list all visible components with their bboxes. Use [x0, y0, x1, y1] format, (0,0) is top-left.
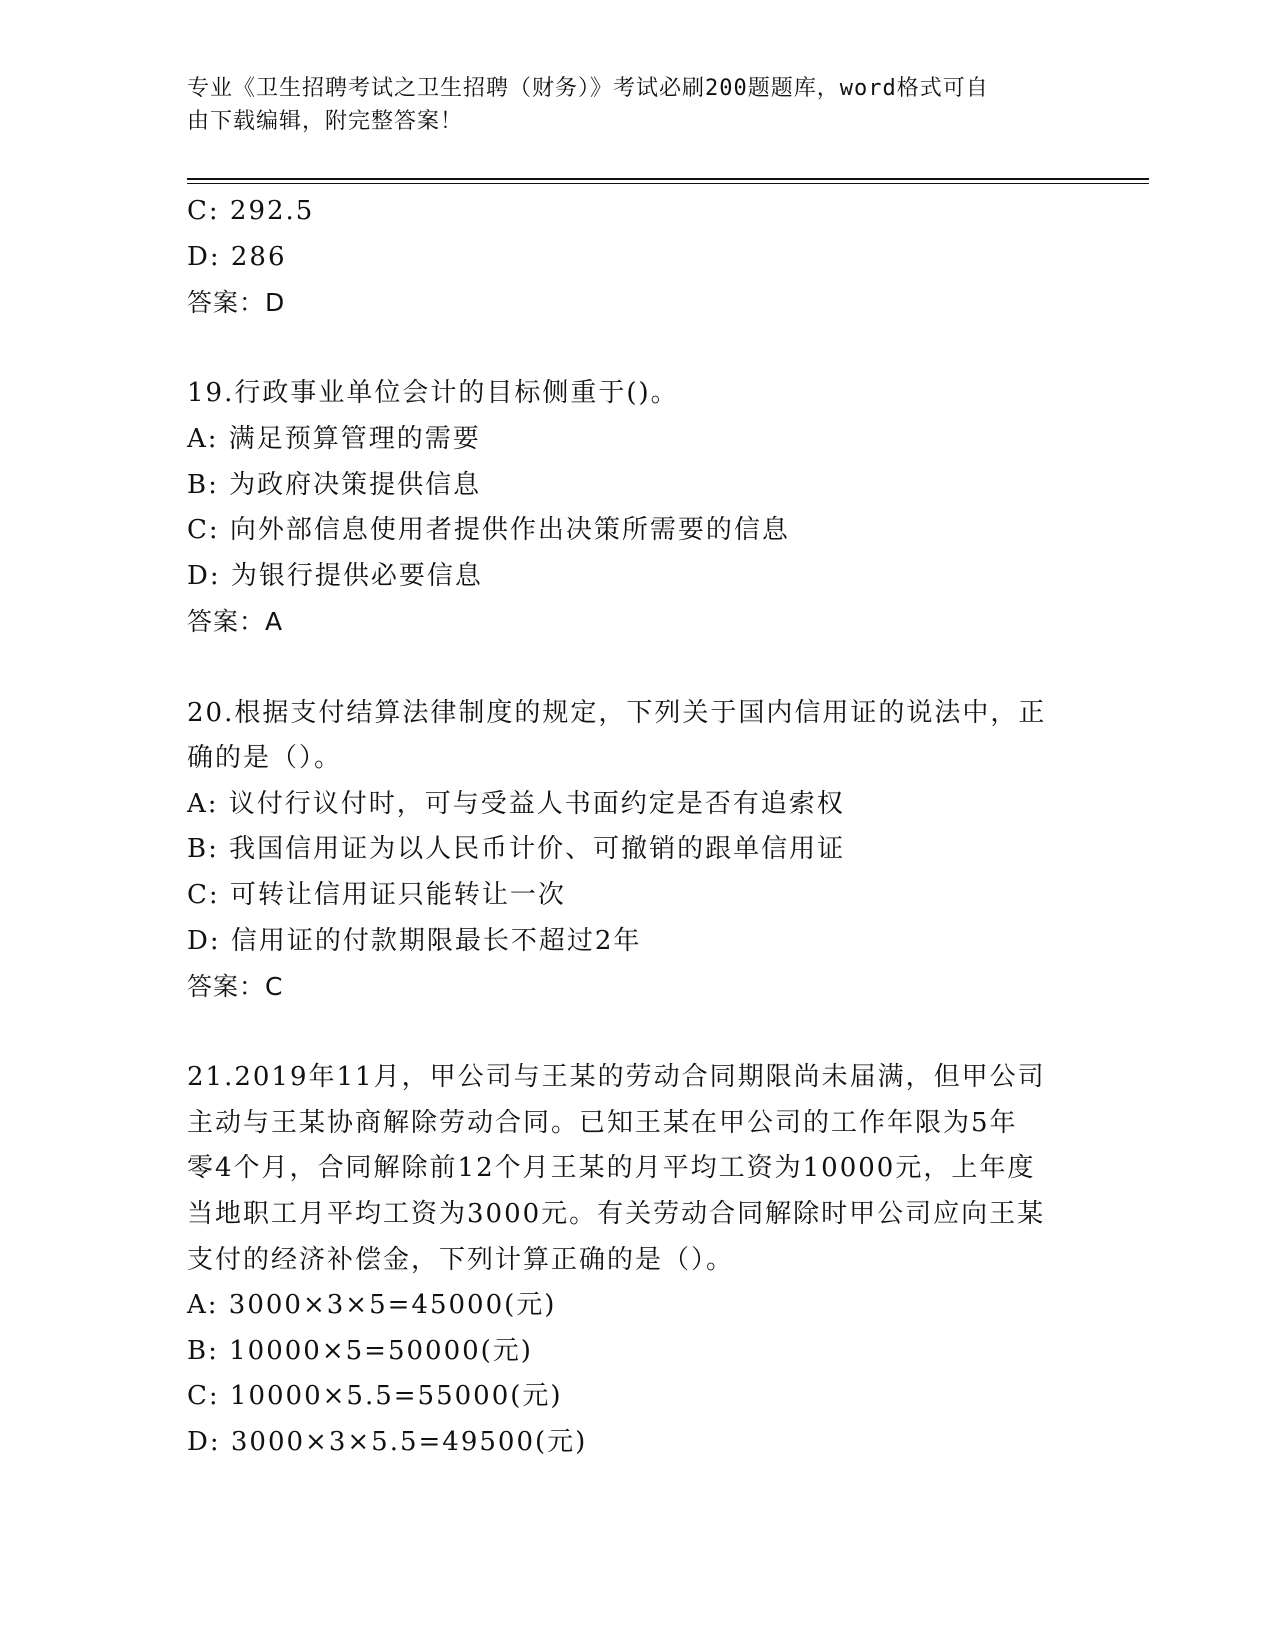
document-header	[187, 72, 1067, 138]
question-stem-line: 主动与王某协商解除劳动合同。已知王某在甲公司的工作年限为5年	[187, 1107, 1018, 1138]
option-c: C: 向外部信息使用者提供作出决策所需要的信息	[187, 515, 790, 546]
option-c: C: 292.5	[187, 196, 315, 226]
question-21	[187, 1055, 1087, 1465]
option-c: C: 10000×5.5=55000(元)	[187, 1381, 563, 1412]
header-line-2: 由下载编辑，附完整答案！	[187, 109, 464, 134]
option-b: B: 我国信用证为以人民币计价、可撤销的跟单信用证	[187, 834, 846, 865]
question-stem: 19.行政事业单位会计的目标侧重于()。	[187, 378, 679, 409]
question-stem-line: 20.根据支付结算法律制度的规定，下列关于国内信用证的说法中，正	[187, 697, 1047, 728]
option-a: A: 3000×3×5=45000(元)	[187, 1290, 557, 1321]
header-divider-thin	[187, 183, 1149, 184]
header-divider-thick	[187, 178, 1149, 180]
option-c: C: 可转让信用证只能转让一次	[187, 879, 566, 910]
option-d: D: 信用证的付款期限最长不超过2年	[187, 925, 642, 956]
question-stem-line: 21.2019年11月，甲公司与王某的劳动合同期限尚未届满，但甲公司	[187, 1062, 1046, 1093]
option-d: D: 286	[187, 241, 287, 272]
answer-label: 答案：C	[187, 972, 284, 1002]
header-line-1: 专业《卫生招聘考试之卫生招聘（财务）》考试必刷200题题库，word格式可自	[187, 76, 989, 101]
option-d: D: 3000×3×5.5=49500(元)	[187, 1427, 588, 1458]
question-18-tail	[187, 189, 1087, 326]
question-19	[187, 371, 1087, 645]
answer-label: 答案：D	[187, 288, 286, 318]
question-stem-line: 支付的经济补偿金，下列计算正确的是（）。	[187, 1244, 735, 1275]
option-a: A: 议付行议付时，可与受益人书面约定是否有追索权	[187, 788, 845, 819]
spacer	[187, 1010, 1087, 1056]
option-a: A: 满足预算管理的需要	[187, 423, 481, 454]
option-b: B: 10000×5=50000(元)	[187, 1335, 533, 1366]
spacer	[187, 645, 1087, 691]
question-stem-line: 当地职工月平均工资为3000元。有关劳动合同解除时甲公司应向王某	[187, 1199, 1046, 1230]
question-20	[187, 691, 1087, 1010]
option-b: B: 为政府决策提供信息	[187, 469, 482, 500]
answer-label: 答案：A	[187, 607, 284, 637]
question-content	[187, 189, 1087, 1466]
option-d: D: 为银行提供必要信息	[187, 560, 483, 591]
question-stem-line: 零4个月，合同解除前12个月王某的月平均工资为10000元，上年度	[187, 1153, 1036, 1184]
spacer	[187, 326, 1087, 372]
question-stem-line: 确的是（）。	[187, 743, 343, 774]
